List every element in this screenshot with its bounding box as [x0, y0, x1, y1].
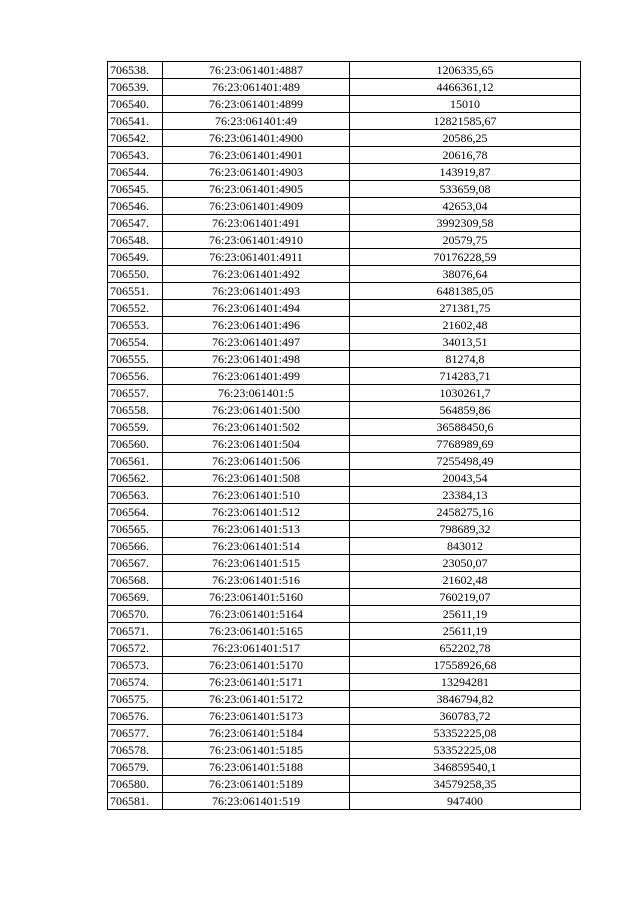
- row-number-cell: 706549.: [108, 249, 163, 266]
- cadastral-value-cell: 714283,71: [350, 368, 581, 385]
- cadastral-value-table: [107, 61, 581, 810]
- table-row: [108, 589, 581, 606]
- row-number-cell: 706573.: [108, 657, 163, 674]
- row-number-cell: 706548.: [108, 232, 163, 249]
- cadastral-value-cell: 564859,86: [350, 402, 581, 419]
- cadastral-value-cell: 23384,13: [350, 487, 581, 504]
- cadastral-number-cell: 76:23:061401:510: [163, 487, 350, 504]
- row-number-cell: 706554.: [108, 334, 163, 351]
- table-row: [108, 453, 581, 470]
- table-row: [108, 470, 581, 487]
- row-number-cell: 706541.: [108, 113, 163, 130]
- table-row: [108, 79, 581, 96]
- table-row: [108, 317, 581, 334]
- table-row: [108, 538, 581, 555]
- table-row: [108, 164, 581, 181]
- table-row: [108, 776, 581, 793]
- row-number-cell: 706572.: [108, 640, 163, 657]
- cadastral-number-cell: 76:23:061401:4910: [163, 232, 350, 249]
- cadastral-number-cell: 76:23:061401:5185: [163, 742, 350, 759]
- cadastral-number-cell: 76:23:061401:497: [163, 334, 350, 351]
- cadastral-value-cell: 15010: [350, 96, 581, 113]
- row-number-cell: 706571.: [108, 623, 163, 640]
- cadastral-number-cell: 76:23:061401:498: [163, 351, 350, 368]
- row-number-cell: 706539.: [108, 79, 163, 96]
- row-number-cell: 706580.: [108, 776, 163, 793]
- cadastral-value-cell: 7255498,49: [350, 453, 581, 470]
- cadastral-number-cell: 76:23:061401:494: [163, 300, 350, 317]
- row-number-cell: 706562.: [108, 470, 163, 487]
- cadastral-value-cell: 6481385,05: [350, 283, 581, 300]
- cadastral-number-cell: 76:23:061401:508: [163, 470, 350, 487]
- cadastral-value-cell: 1206335,65: [350, 62, 581, 79]
- cadastral-number-cell: 76:23:061401:506: [163, 453, 350, 470]
- table-row: [108, 436, 581, 453]
- cadastral-number-cell: 76:23:061401:489: [163, 79, 350, 96]
- table-row: [108, 402, 581, 419]
- cadastral-value-cell: 25611,19: [350, 623, 581, 640]
- cadastral-value-cell: 143919,87: [350, 164, 581, 181]
- cadastral-number-cell: 76:23:061401:4911: [163, 249, 350, 266]
- cadastral-value-cell: 360783,72: [350, 708, 581, 725]
- table-row: [108, 198, 581, 215]
- cadastral-value-cell: 12821585,67: [350, 113, 581, 130]
- row-number-cell: 706538.: [108, 62, 163, 79]
- cadastral-value-cell: 533659,08: [350, 181, 581, 198]
- table-row: [108, 623, 581, 640]
- cadastral-value-cell: 23050,07: [350, 555, 581, 572]
- cadastral-value-cell: 13294281: [350, 674, 581, 691]
- table-row: [108, 300, 581, 317]
- row-number-cell: 706574.: [108, 674, 163, 691]
- table-row: [108, 283, 581, 300]
- cadastral-number-cell: 76:23:061401:519: [163, 793, 350, 810]
- cadastral-value-cell: 20616,78: [350, 147, 581, 164]
- row-number-cell: 706577.: [108, 725, 163, 742]
- row-number-cell: 706558.: [108, 402, 163, 419]
- table-row: [108, 674, 581, 691]
- cadastral-value-cell: 760219,07: [350, 589, 581, 606]
- cadastral-number-cell: 76:23:061401:5171: [163, 674, 350, 691]
- cadastral-value-cell: 25611,19: [350, 606, 581, 623]
- row-number-cell: 706545.: [108, 181, 163, 198]
- row-number-cell: 706564.: [108, 504, 163, 521]
- cadastral-number-cell: 76:23:061401:491: [163, 215, 350, 232]
- cadastral-value-cell: 17558926,68: [350, 657, 581, 674]
- table-row: [108, 759, 581, 776]
- cadastral-value-cell: 20586,25: [350, 130, 581, 147]
- cadastral-number-cell: 76:23:061401:5170: [163, 657, 350, 674]
- cadastral-number-cell: 76:23:061401:5184: [163, 725, 350, 742]
- cadastral-value-cell: 38076,64: [350, 266, 581, 283]
- cadastral-value-cell: 2458275,16: [350, 504, 581, 521]
- table-row: [108, 96, 581, 113]
- table-row: [108, 130, 581, 147]
- cadastral-number-cell: 76:23:061401:5160: [163, 589, 350, 606]
- row-number-cell: 706551.: [108, 283, 163, 300]
- cadastral-value-cell: 346859540,1: [350, 759, 581, 776]
- table-row: [108, 62, 581, 79]
- table-row: [108, 521, 581, 538]
- cadastral-value-cell: 3992309,58: [350, 215, 581, 232]
- row-number-cell: 706555.: [108, 351, 163, 368]
- row-number-cell: 706576.: [108, 708, 163, 725]
- row-number-cell: 706553.: [108, 317, 163, 334]
- row-number-cell: 706563.: [108, 487, 163, 504]
- table-row: [108, 572, 581, 589]
- cadastral-number-cell: 76:23:061401:496: [163, 317, 350, 334]
- cadastral-number-cell: 76:23:061401:492: [163, 266, 350, 283]
- cadastral-value-cell: 20043,54: [350, 470, 581, 487]
- table-body: [108, 62, 581, 810]
- cadastral-number-cell: 76:23:061401:5: [163, 385, 350, 402]
- cadastral-value-cell: 1030261,7: [350, 385, 581, 402]
- cadastral-number-cell: 76:23:061401:4899: [163, 96, 350, 113]
- cadastral-value-cell: 70176228,59: [350, 249, 581, 266]
- cadastral-number-cell: 76:23:061401:514: [163, 538, 350, 555]
- table-row: [108, 266, 581, 283]
- cadastral-number-cell: 76:23:061401:49: [163, 113, 350, 130]
- table-row: [108, 334, 581, 351]
- cadastral-number-cell: 76:23:061401:504: [163, 436, 350, 453]
- row-number-cell: 706557.: [108, 385, 163, 402]
- row-number-cell: 706547.: [108, 215, 163, 232]
- cadastral-value-cell: 34579258,35: [350, 776, 581, 793]
- table-row: [108, 606, 581, 623]
- table-row: [108, 419, 581, 436]
- cadastral-number-cell: 76:23:061401:5172: [163, 691, 350, 708]
- row-number-cell: 706544.: [108, 164, 163, 181]
- row-number-cell: 706550.: [108, 266, 163, 283]
- table-row: [108, 368, 581, 385]
- table-row: [108, 555, 581, 572]
- row-number-cell: 706556.: [108, 368, 163, 385]
- cadastral-value-cell: 53352225,08: [350, 742, 581, 759]
- table-row: [108, 793, 581, 810]
- cadastral-number-cell: 76:23:061401:4905: [163, 181, 350, 198]
- cadastral-number-cell: 76:23:061401:512: [163, 504, 350, 521]
- table-row: [108, 232, 581, 249]
- row-number-cell: 706566.: [108, 538, 163, 555]
- table-row: [108, 742, 581, 759]
- cadastral-value-cell: 81274,8: [350, 351, 581, 368]
- table-row: [108, 657, 581, 674]
- cadastral-value-cell: 53352225,08: [350, 725, 581, 742]
- cadastral-number-cell: 76:23:061401:4909: [163, 198, 350, 215]
- cadastral-number-cell: 76:23:061401:4903: [163, 164, 350, 181]
- cadastral-value-cell: 798689,32: [350, 521, 581, 538]
- cadastral-number-cell: 76:23:061401:500: [163, 402, 350, 419]
- table-row: [108, 351, 581, 368]
- cadastral-number-cell: 76:23:061401:5188: [163, 759, 350, 776]
- table-row: [108, 640, 581, 657]
- cadastral-value-cell: 947400: [350, 793, 581, 810]
- cadastral-number-cell: 76:23:061401:517: [163, 640, 350, 657]
- row-number-cell: 706567.: [108, 555, 163, 572]
- cadastral-number-cell: 76:23:061401:4901: [163, 147, 350, 164]
- table-row: [108, 215, 581, 232]
- cadastral-value-cell: 7768989,69: [350, 436, 581, 453]
- cadastral-value-cell: 843012: [350, 538, 581, 555]
- table-row: [108, 249, 581, 266]
- row-number-cell: 706559.: [108, 419, 163, 436]
- cadastral-value-cell: 36588450,6: [350, 419, 581, 436]
- row-number-cell: 706552.: [108, 300, 163, 317]
- cadastral-number-cell: 76:23:061401:516: [163, 572, 350, 589]
- cadastral-value-cell: 3846794,82: [350, 691, 581, 708]
- row-number-cell: 706575.: [108, 691, 163, 708]
- row-number-cell: 706561.: [108, 453, 163, 470]
- cadastral-number-cell: 76:23:061401:5164: [163, 606, 350, 623]
- cadastral-value-cell: 34013,51: [350, 334, 581, 351]
- cadastral-number-cell: 76:23:061401:5189: [163, 776, 350, 793]
- row-number-cell: 706540.: [108, 96, 163, 113]
- cadastral-value-cell: 42653,04: [350, 198, 581, 215]
- row-number-cell: 706560.: [108, 436, 163, 453]
- cadastral-number-cell: 76:23:061401:499: [163, 368, 350, 385]
- table-row: [108, 147, 581, 164]
- cadastral-value-cell: 21602,48: [350, 317, 581, 334]
- table-row: [108, 691, 581, 708]
- row-number-cell: 706546.: [108, 198, 163, 215]
- row-number-cell: 706569.: [108, 589, 163, 606]
- table-row: [108, 487, 581, 504]
- table-row: [108, 725, 581, 742]
- row-number-cell: 706568.: [108, 572, 163, 589]
- row-number-cell: 706579.: [108, 759, 163, 776]
- cadastral-number-cell: 76:23:061401:5165: [163, 623, 350, 640]
- cadastral-number-cell: 76:23:061401:4887: [163, 62, 350, 79]
- cadastral-value-cell: 4466361,12: [350, 79, 581, 96]
- table-row: [108, 113, 581, 130]
- cadastral-number-cell: 76:23:061401:493: [163, 283, 350, 300]
- cadastral-value-cell: 652202,78: [350, 640, 581, 657]
- cadastral-number-cell: 76:23:061401:502: [163, 419, 350, 436]
- cadastral-value-cell: 21602,48: [350, 572, 581, 589]
- row-number-cell: 706543.: [108, 147, 163, 164]
- row-number-cell: 706570.: [108, 606, 163, 623]
- row-number-cell: 706542.: [108, 130, 163, 147]
- row-number-cell: 706578.: [108, 742, 163, 759]
- cadastral-number-cell: 76:23:061401:513: [163, 521, 350, 538]
- cadastral-number-cell: 76:23:061401:4900: [163, 130, 350, 147]
- cadastral-value-cell: 20579,75: [350, 232, 581, 249]
- table-row: [108, 385, 581, 402]
- row-number-cell: 706565.: [108, 521, 163, 538]
- row-number-cell: 706581.: [108, 793, 163, 810]
- cadastral-number-cell: 76:23:061401:515: [163, 555, 350, 572]
- cadastral-number-cell: 76:23:061401:5173: [163, 708, 350, 725]
- cadastral-value-cell: 271381,75: [350, 300, 581, 317]
- table-row: [108, 708, 581, 725]
- table-row: [108, 181, 581, 198]
- table-row: [108, 504, 581, 521]
